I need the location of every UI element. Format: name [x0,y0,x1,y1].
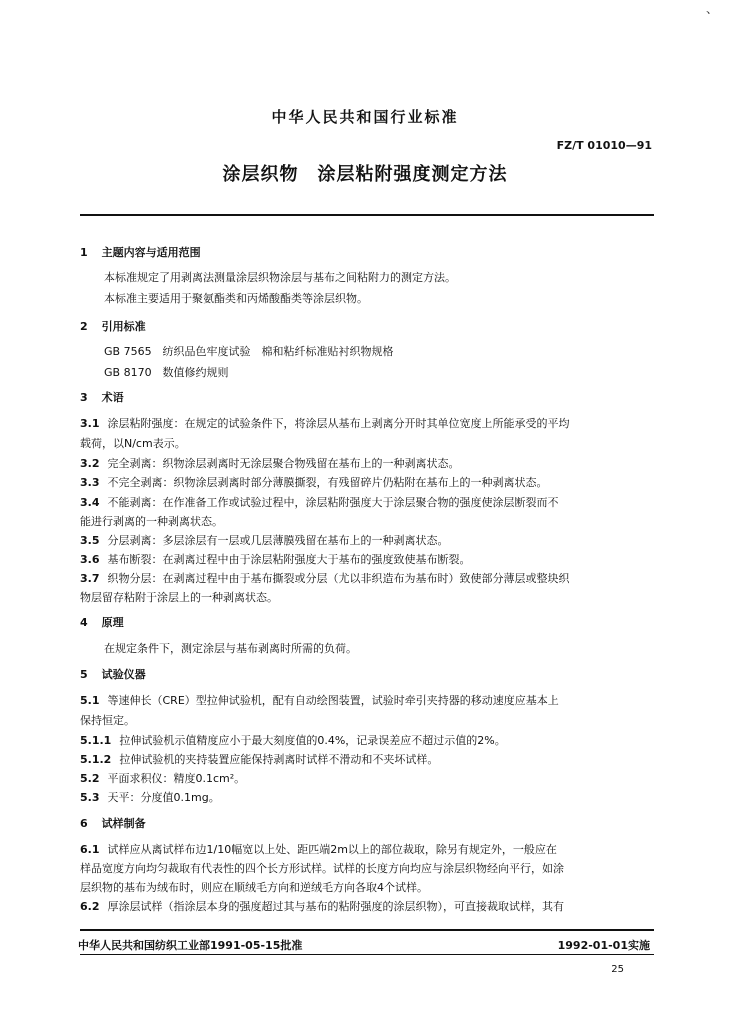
section-number: 1 [80,246,88,259]
standard-org-header: 中华人民共和国行业标准 [271,108,459,126]
section-number: 2 [80,320,88,333]
section-title: 试验仪器 [101,668,146,681]
clause-3-2: 3.2 完全剥离：织物涂层剥离时无涂层聚合物残留在基布上的一种剥离状态。 [80,457,460,470]
clause-6-1-cont: 样品宽度方向均匀裁取有代表性的四个长方形试样。试样的长度方向均应与涂层织物经向平行，如涂 [80,862,564,875]
paragraph: 本标准规定了用剥离法测量涂层织物涂层与基布之间粘附力的测定方法。 [104,271,456,284]
section-number: 5 [80,668,88,681]
section-title: 试样制备 [101,817,146,830]
approval-line: 中华人民共和国纺织工业部1991-05-15批准 [78,939,303,952]
clause-5-1-2: 5.1.2 拉伸试验机的夹持装置应能保持剥离时试样不滑动和不夹坏试样。 [80,753,439,766]
clause-5-1: 5.1 等速伸长（CRE）型拉伸试验机，配有自动绘图装置，试验时牵引夹持器的移动速度应基本上 [80,694,559,707]
page-number: 25 [611,964,624,975]
section-title: 原理 [101,616,124,629]
reference-gb8170: GB 8170 数值修约规则 [104,366,229,379]
section-title: 主题内容与适用范围 [101,246,201,259]
section-title: 术语 [101,391,124,404]
clause-6-1: 6.1 试样应从离试样布边1/10幅宽以上处、距匹端2m以上的部位裁取，除另有规定外，一般应在 [80,843,557,856]
section-title: 引用标准 [101,320,146,333]
section-1-heading [80,244,201,260]
clause-3-6: 3.6 基布断裂：在剥离过程中由于涂层粘附强度大于基布的强度致使基布断裂。 [80,553,471,566]
clause-3-5: 3.5 分层剥离：多层涂层有一层或几层薄膜残留在基布上的一种剥离状态。 [80,534,449,547]
section-4-heading [80,614,124,630]
clause-5-2: 5.2 平面求积仪：精度0.1cm²。 [80,772,246,785]
corner-mark: 、 [705,2,718,16]
section-2-heading [80,318,146,334]
footer-bottom-rule [80,954,654,955]
clause-5-3: 5.3 天平：分度值0.1mg。 [80,791,220,804]
section-6-heading [80,815,146,831]
paragraph: 在规定条件下，测定涂层与基布剥离时所需的负荷。 [104,642,357,655]
section-3-heading [80,389,124,405]
clause-3-3: 3.3 不完全剥离：织物涂层剥离时部分薄膜撕裂，有残留碎片仍粘附在基布上的一种剥离状态。 [80,476,548,489]
clause-3-4-cont: 能进行剥离的一种剥离状态。 [80,515,223,528]
clause-3-7: 3.7 织物分层：在剥离过程中由于基布撕裂或分层（尤以非织造布为基布时）致使部分薄层或整块织 [80,572,570,585]
clause-5-1-cont: 保持恒定。 [80,714,135,727]
footer-divider [80,929,654,931]
clause-3-4: 3.4 不能剥离：在作准备工作或试验过程中，涂层粘附强度大于涂层聚合物的强度使涂层断裂而不 [80,496,559,509]
clause-6-1-cont: 层织物的基布为绒布时，则应在顺绒毛方向和逆绒毛方向各取4个试样。 [80,881,428,894]
clause-5-1-1: 5.1.1 拉伸试验机示值精度应小于最大刻度值的0.4%，记录误差应不超过示值的2%。 [80,734,506,747]
clause-3-1: 3.1 涂层粘附强度：在规定的试验条件下，将涂层从基布上剥离分开时其单位宽度上所能承受的平均 [80,417,570,430]
paragraph: 本标准主要适用于聚氨酯类和丙烯酸酯类等涂层织物。 [104,292,368,305]
section-5-heading [80,666,146,682]
clause-6-2: 6.2 厚涂层试样（指涂层本身的强度超过其与基布的粘附强度的涂层织物），可直接裁取试样，其有 [80,900,564,913]
clause-3-1-cont: 载荷，以N/cm表示。 [80,437,186,450]
clause-3-7-cont: 物层留存粘附于涂层上的一种剥离状态。 [80,591,278,604]
section-number: 4 [80,616,88,629]
implementation-date: 1992-01-01实施 [557,939,650,952]
document-title: 涂层织物 涂层粘附强度测定方法 [222,164,508,185]
section-number: 6 [80,817,88,830]
title-divider [80,214,654,216]
reference-gb7565: GB 7565 纺织品色牢度试验 棉和粘纤标准贴衬织物规格 [104,345,394,358]
section-number: 3 [80,391,88,404]
standard-code: FZ/T 01010—91 [556,139,652,152]
